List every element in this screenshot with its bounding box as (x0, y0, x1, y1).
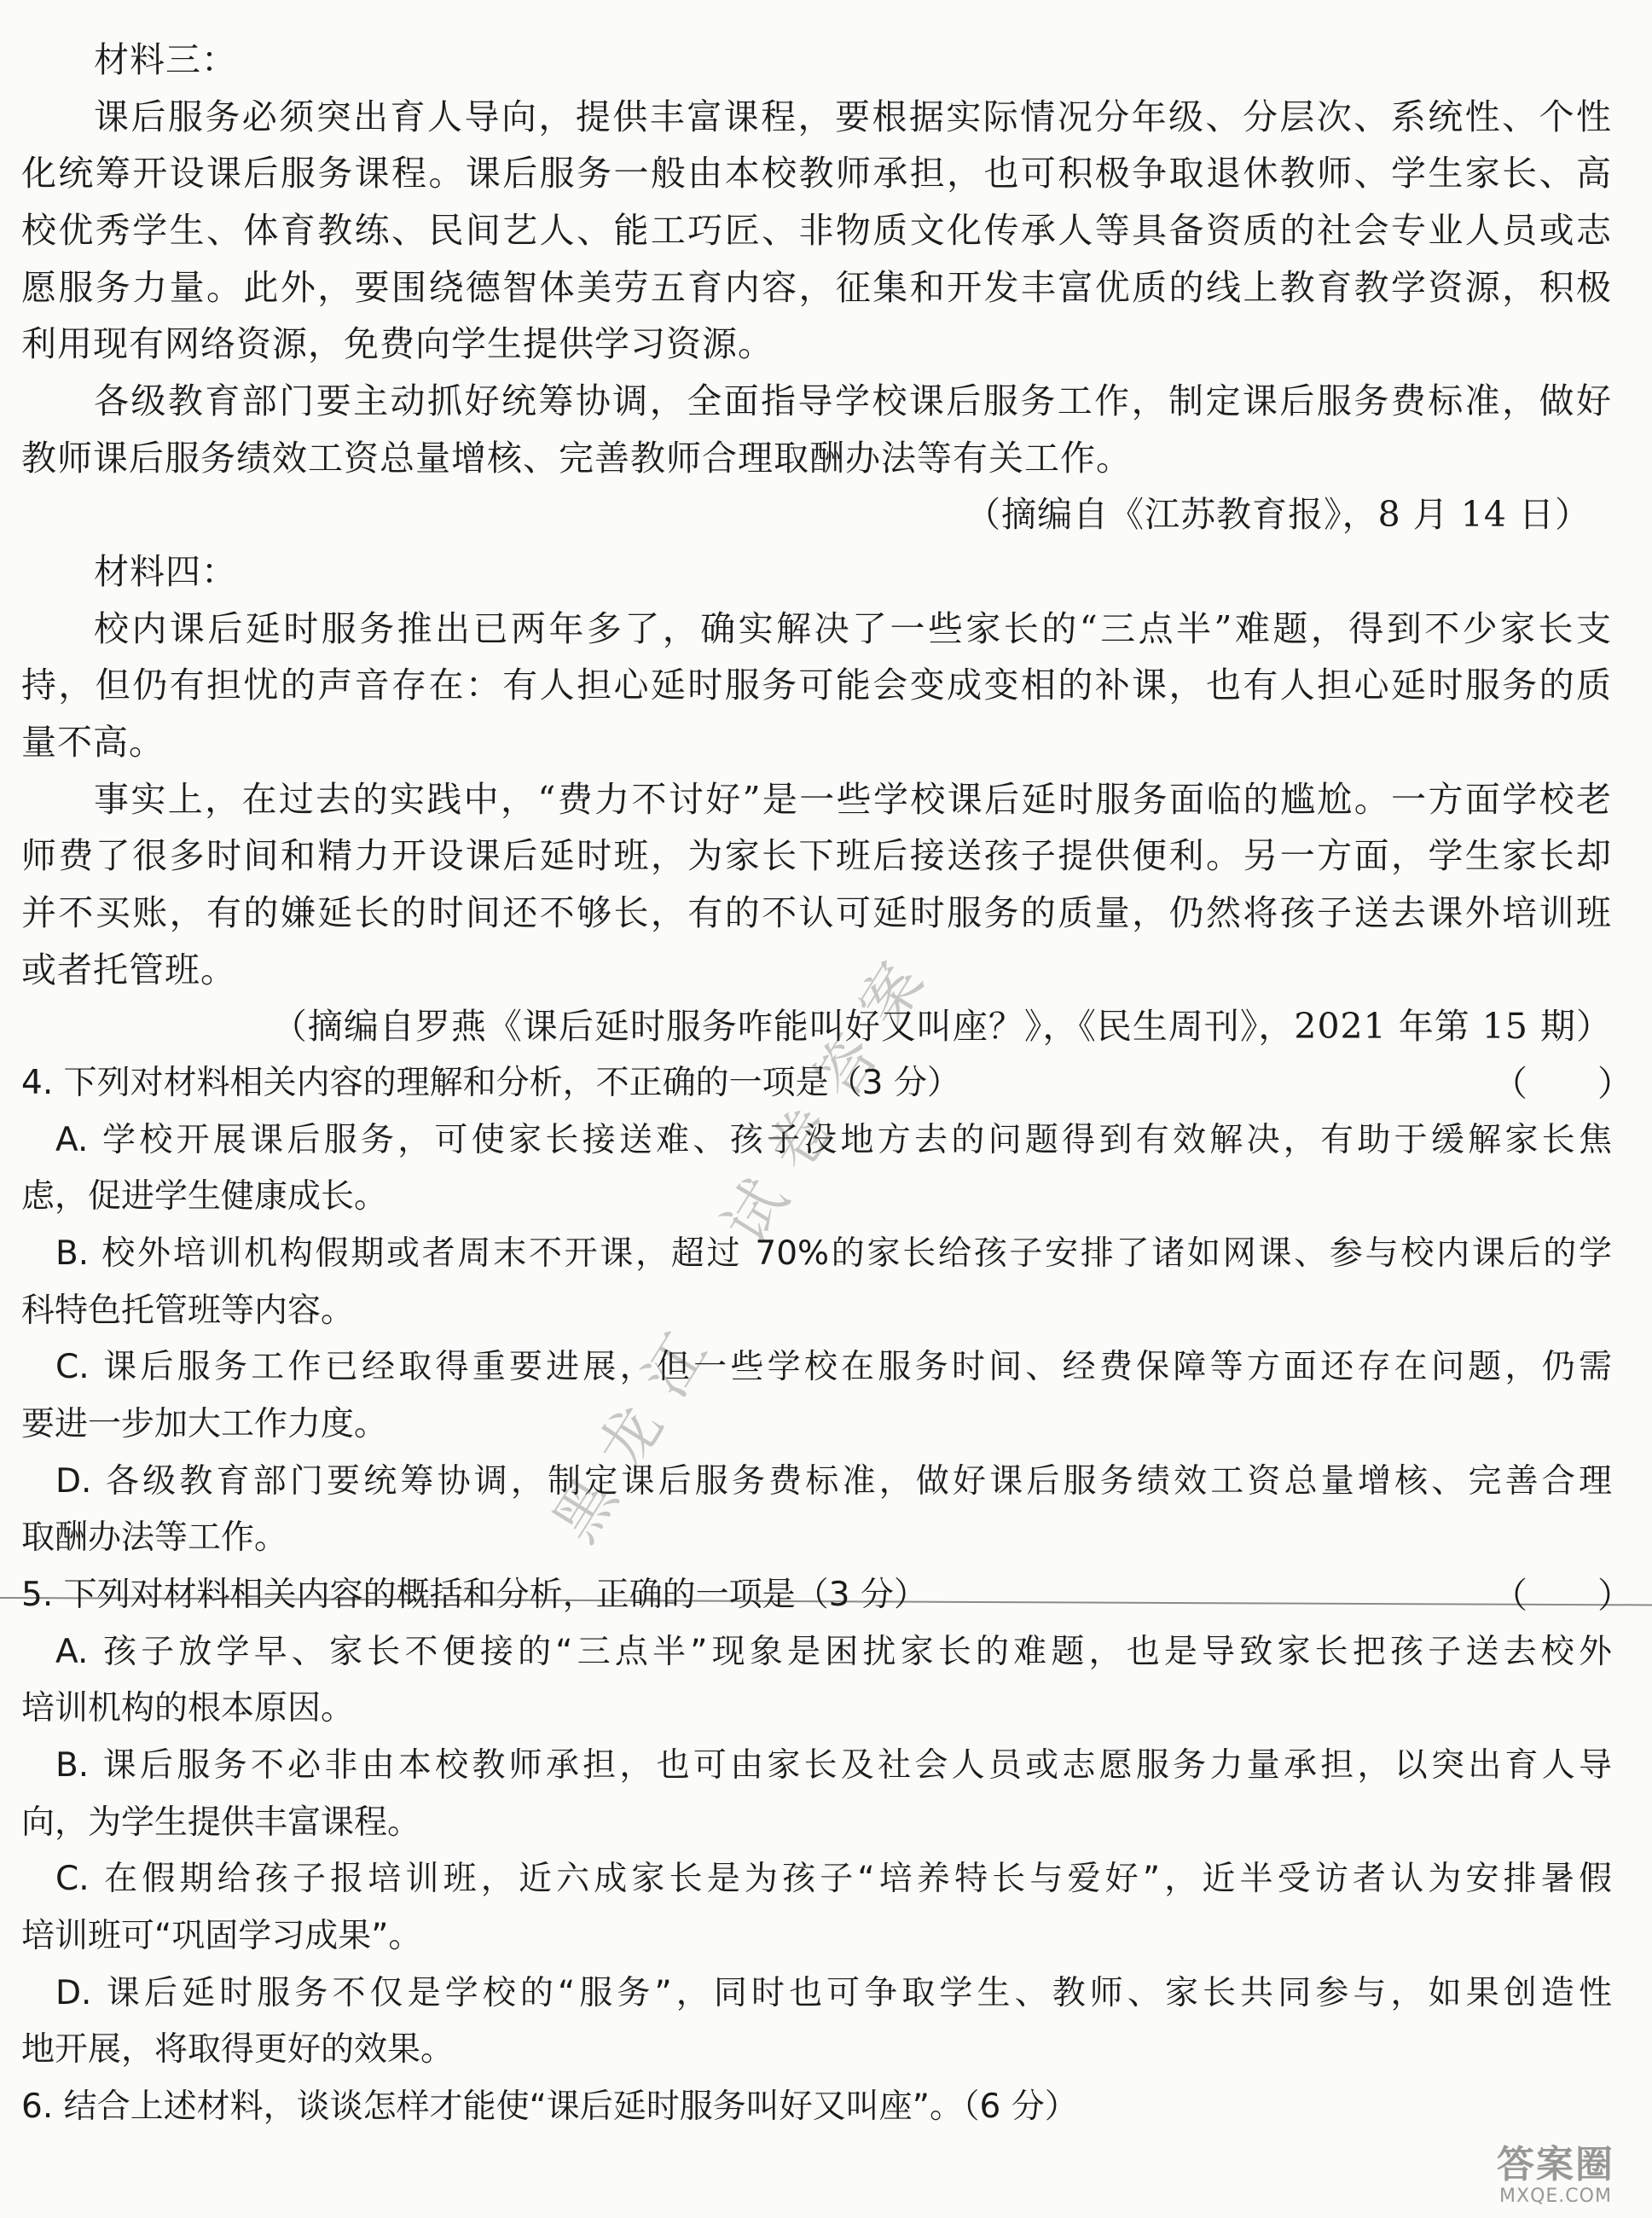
question-5-option: 培训机构的根本原因。 (21, 1689, 355, 1727)
question-4-option: A. 学校开展课后服务，可使家长接送难、孩子没地方去的问题得到有效解决，有助于缓解家长焦 (55, 1121, 1612, 1159)
material4-line: 事实上，在过去的实践中，“费力不讨好”是一些学校课后延时服务面临的尴尬。一方面学校老 (94, 779, 1612, 820)
question-5-option: B. 课后服务不必非由本校教师承担，也可由家长及社会人员或志愿服务力量承担，以突出育人导 (55, 1746, 1612, 1785)
question-4-option: 科特色托管班等内容。 (21, 1292, 355, 1330)
question-5-option: C. 在假期给孩子报培训班，近六成家长是为孩子“培养特长与爱好”，近半受访者认为安排暑假 (55, 1860, 1612, 1898)
watermark-text: 黑龙江 (539, 1299, 735, 1554)
site-logo (1466, 2145, 1645, 2213)
logo-text: 答案圈 (1497, 2143, 1614, 2186)
question-4-option: C. 课后服务工作已经取得重要进展，但一些学校在服务时间、经费保障等方面还存在问题，仍需 (55, 1348, 1612, 1386)
question-5-option: 向，为学生提供丰富课程。 (21, 1803, 421, 1842)
question-4-option: D. 各级教育部门要统筹协调，制定课后服务费标准，做好课后服务绩效工资总量增核、完善合理 (55, 1462, 1612, 1501)
question-5-answer-blank: （ ） (1493, 1575, 1632, 1616)
material4-source: （摘编自罗燕《课后延时服务咋能叫好又叫座？》，《民生周刊》，2021 年第 15 期） (271, 1006, 1612, 1047)
question-5-stem: 5. 下列对材料相关内容的概括和分析，正确的一项是（3 分） (21, 1576, 927, 1614)
question-4-option: 虑，促进学生健康成长。 (21, 1177, 388, 1216)
material3-line: 利用现有网络资源，免费向学生提供学习资源。 (21, 323, 774, 364)
material4-heading: 材料四： (94, 551, 237, 592)
material3-source: （摘编自《江苏教育报》，8 月 14 日） (965, 494, 1591, 535)
question-4-option: 取酬办法等工作。 (21, 1518, 288, 1557)
question-4-stem: 4. 下列对材料相关内容的理解和分析，不正确的一项是（3 分） (21, 1064, 960, 1102)
logo-url: MXQE.COM (1499, 2186, 1612, 2207)
material4-line: 持，但仍有担忧的声音存在：有人担心延时服务可能会变成变相的补课，也有人担心延时服务的质 (21, 665, 1612, 705)
material4-line: 并不买账，有的嫌延长的时间还不够长，有的不认可延时服务的质量，仍然将孩子送去课外培训班 (21, 892, 1612, 933)
material3-heading: 材料三： (94, 39, 237, 80)
material4-line: 量不高。 (21, 722, 165, 763)
material4-line: 校内课后延时服务推出已两年多了，确实解决了一些家长的“三点半”难题，得到不少家长支 (94, 608, 1612, 649)
question-6-stem: 6. 结合上述材料，谈谈怎样才能使“课后延时服务叫好又叫座”。（6 分） (21, 2087, 1078, 2126)
material3-line: 教师课后服务绩效工资总量增核、完善教师合理取酬办法等有关工作。 (21, 438, 1132, 479)
material4-line: 或者托管班。 (21, 949, 236, 990)
question-4-answer-blank: （ ） (1493, 1063, 1632, 1104)
watermark-text: 试卷答案 (710, 928, 951, 1256)
material3-line: 各级教育部门要主动抓好统筹协调，全面指导学校课后服务工作，制定课后服务费标准，做好 (94, 380, 1612, 421)
question-5-option: 地开展，将取得更好的效果。 (21, 2030, 455, 2069)
question-4-option: 要进一步加大工作力度。 (21, 1405, 388, 1443)
question-5-option: 培训班可“巩固学习成果”。 (21, 1917, 422, 1955)
question-4-option: B. 校外培训机构假期或者周末不开课，超过 70%的家长给孩子安排了诸如网课、参与校内课后的学 (55, 1234, 1612, 1273)
material3-line: 愿服务力量。此外，要围绕德智体美劳五育内容，征集和开发丰富优质的线上教育教学资源，积极 (21, 267, 1612, 308)
question-5-option: A. 孩子放学早、家长不便接的“三点半”现象是困扰家长的难题，也是导致家长把孩子送去校外 (55, 1633, 1612, 1671)
material3-line: 校优秀学生、体育教练、民间艺人、能工巧匠、非物质文化传承人等具备资质的社会专业人员或志 (21, 210, 1612, 251)
material4-line: 师费了很多时间和精力开设课后延时班，为家长下班后接送孩子提供便利。另一方面，学生家长却 (21, 835, 1612, 876)
material3-line: 化统筹开设课后服务课程。课后服务一般由本校教师承担，也可积极争取退休教师、学生家长、高 (21, 153, 1612, 194)
material3-line: 课后服务必须突出育人导向，提供丰富课程，要根据实际情况分年级、分层次、系统性、个性 (94, 96, 1612, 137)
question-5-option: D. 课后延时服务不仅是学校的“服务”，同时也可争取学生、教师、家长共同参与，如果创造性 (55, 1974, 1612, 2012)
